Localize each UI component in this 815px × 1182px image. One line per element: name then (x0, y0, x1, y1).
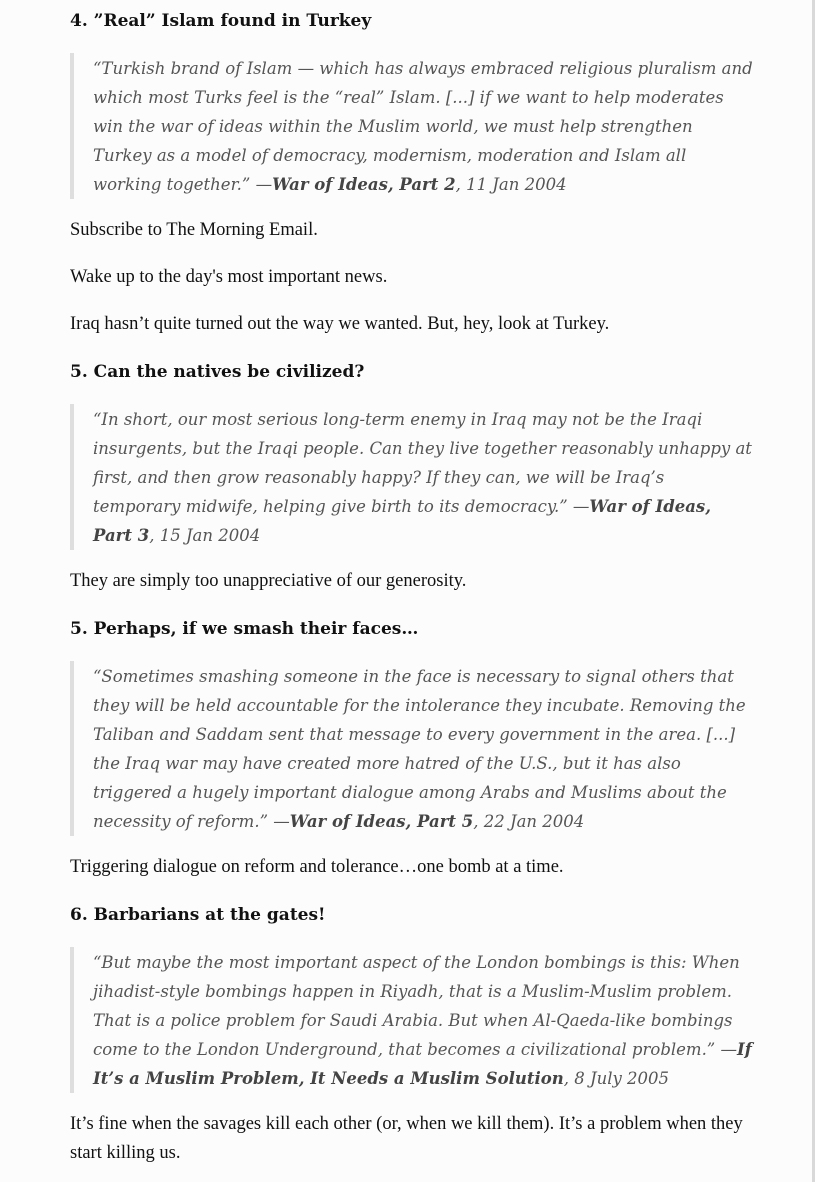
generosity-paragraph: They are simply too unappreciative of our generosity. (70, 571, 467, 591)
quote-source: War of Ideas, Part 3 (93, 497, 711, 545)
quote-text: “But maybe the most important aspect of the London bombings is this: When jihadist-style bombings happen in Riyadh, that is a Muslim-Muslim problem. That is a police problem for Saudi Arabia. But when Al-Qaeda-like bombings come to the London Underground, that becomes a civilizational problem.” — (93, 953, 740, 1059)
quote-date: , 8 July 2005 (563, 1069, 670, 1088)
quote-text: “Turkish brand of Islam — which has always embraced religious pluralism and which most Turks feel is the “real” Islam. [...] if we want to help moderates win the war of ideas within the Muslim world, we must help strengthen Turkey as a model of democracy, modernism, moderation and Islam all working together.” — (93, 59, 753, 194)
section-heading-5b: 5. Perhaps, if we smash their faces… (70, 619, 419, 639)
section-heading-4: 4. ”Real” Islam found in Turkey (70, 11, 372, 31)
quote-source: War of Ideas, Part 2 (272, 175, 456, 194)
quote-text: “Sometimes smashing someone in the face is necessary to signal others that they will be held accountable for the intolerance they incubate. Removing the Taliban and Saddam sent that message to every government in the area. [...] the Iraq war may have created more hatred of the U.S., but it has also triggered a hugely important dialogue among Arabs and Muslims about the necessity of reform.” — (93, 667, 746, 831)
wake-up-text: Wake up to the day's most important news. (70, 267, 388, 287)
section-heading-6: 6. Barbarians at the gates! (70, 905, 326, 925)
quote-war-of-ideas-2 (70, 53, 753, 199)
quote-source: War of Ideas, Part 5 (289, 812, 474, 831)
subscribe-text: Subscribe to The Morning Email. (70, 220, 318, 240)
quote-date: , 15 Jan 2004 (149, 526, 261, 545)
quote-war-of-ideas-3 (70, 404, 753, 550)
section-heading-5a: 5. Can the natives be civilized? (70, 362, 365, 382)
savages-paragraph: It’s fine when the savages kill each other (or, when we kill them). It’s a problem when they start killing us. (70, 1114, 743, 1163)
triggering-paragraph: Triggering dialogue on reform and tolerance…one bomb at a time. (70, 857, 564, 877)
quote-muslim-problem (70, 947, 753, 1093)
quote-date: , 11 Jan 2004 (455, 175, 567, 194)
quote-text: “In short, our most serious long-term enemy in Iraq may not be the Iraqi insurgents, but the Iraqi people. Can they live together reasonably unhappy at first, and then grow reasonably happy? If they can, we will be Iraq’s temporary midwife, helping give birth to its democracy.” — (93, 410, 752, 516)
quote-source: If It’s a Muslim Problem, It Needs a Muslim Solution (93, 1040, 752, 1088)
iraq-turkey-paragraph: Iraq hasn’t quite turned out the way we wanted. But, hey, look at Turkey. (70, 314, 610, 334)
quote-date: , 22 Jan 2004 (473, 812, 585, 831)
quote-war-of-ideas-5 (70, 661, 753, 836)
